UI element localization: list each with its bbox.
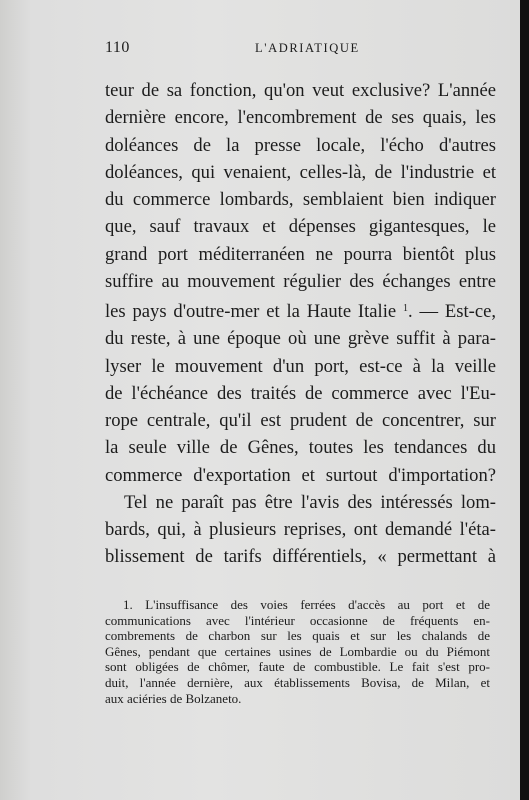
text-line: doléances, qui venaient, celles-là, de l'industrie et [105, 161, 496, 183]
text-line: lyser le mouvement d'un port, est-ce à la veille [105, 355, 496, 377]
footnote-marker: 1 [402, 303, 408, 314]
text-line: la seule ville de Gênes, toutes les tendances du [105, 437, 496, 459]
text-line-with-footnote [105, 295, 496, 325]
text-line: dernière encore, l'encombrement de ses quais, les [105, 107, 496, 129]
text-line: rope centrale, qu'il est prudent de concentrer, sur [105, 410, 496, 431]
text-segment: . — Est-ce, [407, 301, 496, 322]
text-line: Tel ne paraît pas être l'avis des intéressés lom- [124, 491, 496, 513]
text-line: commerce d'exportation et surtout d'importation? [105, 464, 496, 486]
text-line: suffire au mouvement régulier des échanges entre [105, 270, 496, 292]
text-line: que, sauf travaux et dépenses gigantesques, le [105, 216, 496, 238]
text-line: doléances de la presse locale, l'écho d'autres [105, 134, 496, 156]
running-title: L'ADRIATIQUE [255, 41, 360, 55]
text-line: de l'échéance des traités de commerce avec l'Eu- [105, 382, 496, 404]
text-line: bards, qui, à plusieurs reprises, ont demandé l'éta- [105, 519, 496, 540]
footnote-line: sont obligées de chômer, faute de combustible. Le fait s'est pro- [105, 659, 490, 675]
text-line: blissement de tarifs différentiels, « permettant à [105, 546, 496, 568]
scan-edge [520, 0, 529, 800]
text-line: du commerce lombards, semblaient bien indiquer [105, 189, 496, 210]
text-line: du reste, à une époque où une grève suffit à para- [105, 328, 496, 350]
page-number: 110 [105, 39, 130, 56]
body-text [105, 77, 496, 571]
text-line: grand port méditerranéen ne pourra bientôt plus [105, 243, 496, 265]
text-line: teur de sa fonction, qu'on veut exclusive? L'année [105, 80, 496, 101]
page-header [105, 39, 501, 59]
text-segment: les pays d'outre-mer et la Haute Italie [105, 301, 397, 322]
footnote-line: combrements de charbon sur les quais et sur les chalands de [105, 628, 490, 644]
footnote-line: 1. L'insuffisance des voies ferrées d'accès au port et de [123, 597, 490, 612]
footnote-line: Gênes, pendant que certaines usines de Lombardie ou du Piémont [105, 643, 490, 659]
footnote [105, 597, 490, 706]
footnote-line: aux aciéries de Bolzaneto. [105, 690, 242, 706]
footnote-line: communications avec l'intérieur occasionne de fréquents en- [105, 612, 490, 628]
footnote-line: duit, l'année dernière, aux établissements Bovisa, de Milan, et [105, 674, 490, 690]
